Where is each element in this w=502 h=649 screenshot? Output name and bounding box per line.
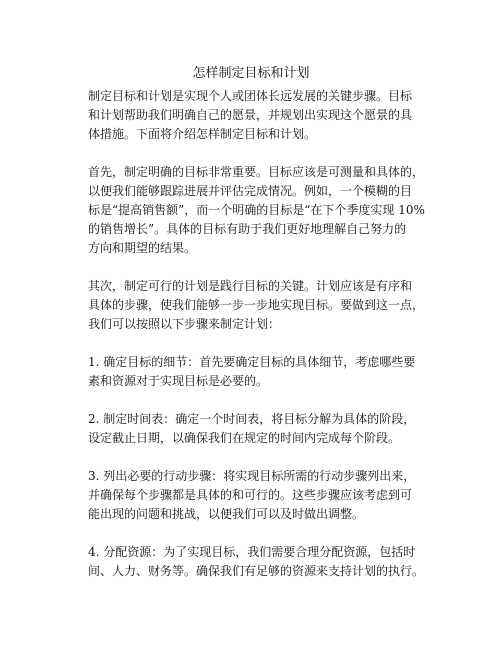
text-line: 2. 制定时间表：确定一个时间表，将目标分解为具体的阶段， — [88, 412, 416, 426]
text-line: 方向和期望的结果。 — [88, 241, 197, 255]
text-line: 首先，制定明确的目标非常重要。目标应该是可测量和具体的， — [88, 165, 425, 179]
text-line: 其次，制定可行的计划是践行目标的关键。计划应该是有序和 — [88, 279, 413, 293]
text-line: 素和资源对于实现目标是必要的。 — [88, 374, 269, 388]
text-line: 3. 列出必要的行动步骤：将实现目标所需的行动步骤列出来， — [88, 469, 416, 483]
list-item-step-1 — [88, 353, 414, 391]
list-item-step-4 — [88, 543, 425, 581]
text-line: 标是“提高销售额”，而一个明确的目标是“在下个季度实现 10% — [88, 203, 425, 217]
text-line: 并确保每个步骤都是具体的和可行的。这些步骤应该考虑到可 — [88, 488, 413, 502]
text-line: 以便我们能够跟踪进展并评估完成情况。例如，一个模糊的目 — [88, 184, 413, 198]
text-line: 体措施。下面将介绍怎样制定目标和计划。 — [88, 127, 317, 141]
text-line: 具体的步骤，使我们能够一步一步地实现目标。要做到这一点， — [88, 298, 425, 312]
text-line: 能出现的问题和挑战，以便我们可以及时做出调整。 — [88, 507, 365, 521]
text-line: 我们可以按照以下步骤来制定计划： — [88, 317, 281, 331]
text-line: 制定目标和计划是实现个人或团体长远发展的关键步骤。目标 — [88, 89, 413, 103]
text-line: 4. 分配资源：为了实现目标，我们需要合理分配资源，包括时 — [88, 545, 416, 559]
text-line: 和计划帮助我们明确自己的愿景，并规划出实现这个愿景的具 — [88, 108, 413, 122]
paragraph-feasible-plan — [88, 277, 425, 334]
document-title: 怎样制定目标和计划 — [192, 66, 310, 81]
list-item-step-2 — [88, 410, 414, 448]
text-line: 间、人力、财务等。确保我们有足够的资源来支持计划的执行。 — [88, 564, 425, 578]
text-line: 1. 确定目标的细节：首先要确定目标的具体细节，考虑哪些要 — [88, 355, 416, 369]
text-line: 的销售增长”。具体的目标有助于我们更好地理解自己努力的 — [88, 222, 407, 236]
paragraph-clear-goals — [88, 163, 425, 258]
text-line: 设定截止日期，以确保我们在规定的时间内完成每个阶段。 — [88, 431, 401, 445]
list-item-step-3 — [88, 467, 414, 524]
paragraph-intro — [88, 87, 414, 144]
